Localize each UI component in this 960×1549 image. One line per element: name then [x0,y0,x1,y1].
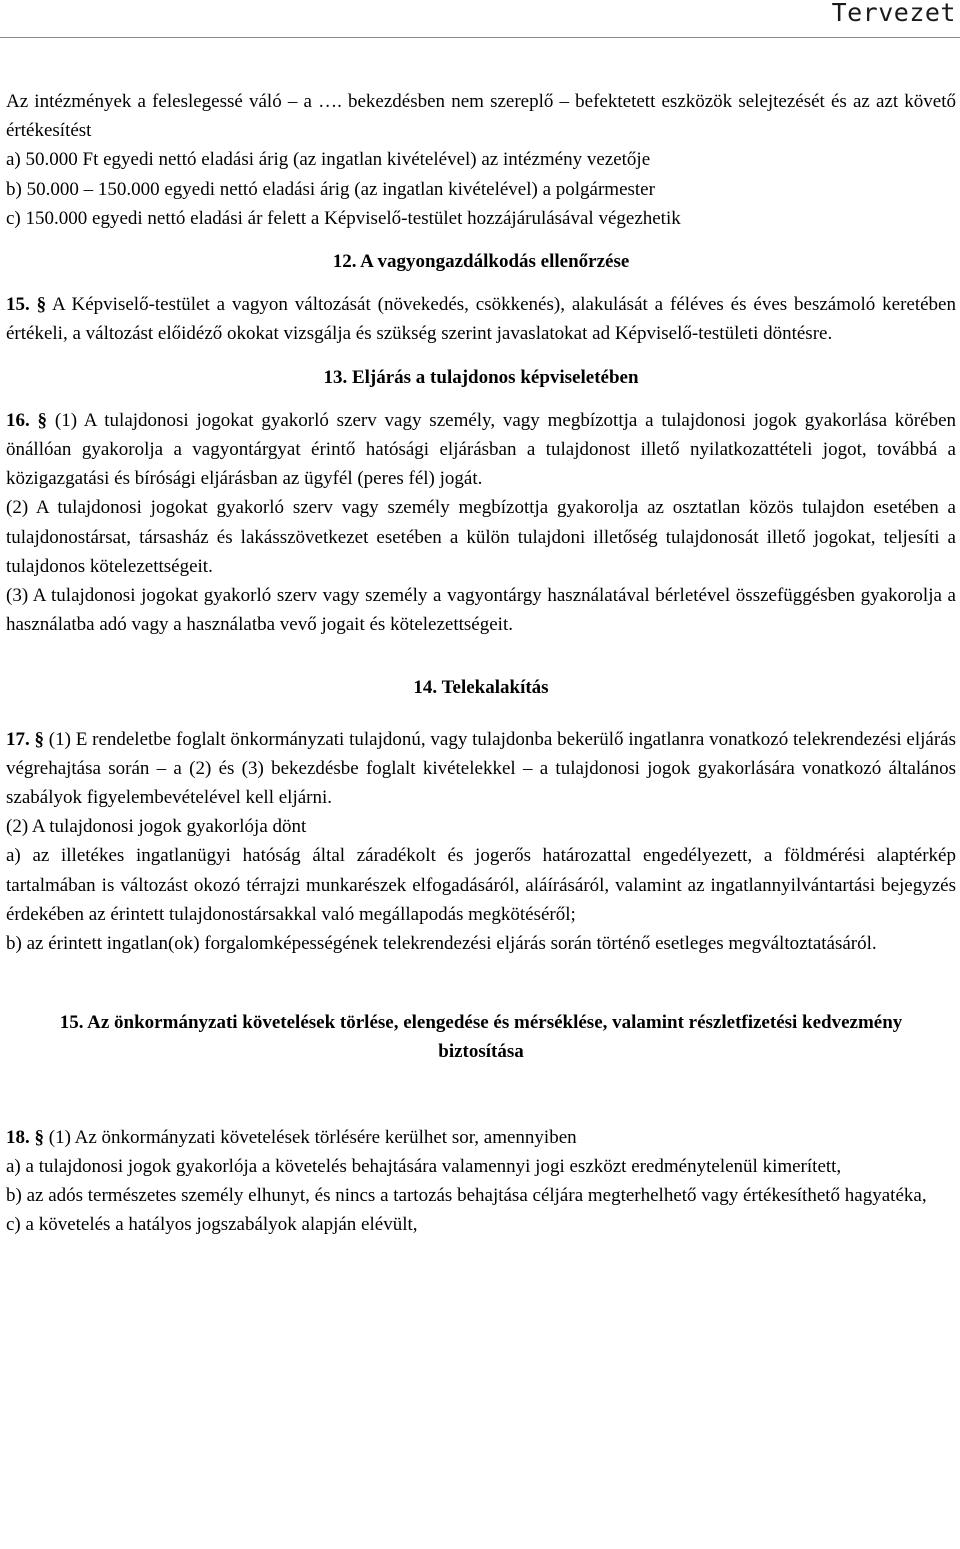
chapter-13-heading: 13. Eljárás a tulajdonos képviseletében [323,366,639,388]
section-18-text-1: (1) Az önkormányzati követelések törlésére kerülhet sor, amennyiben [44,1126,577,1148]
section-18-item-b: b) az adós természetes személy elhunyt, és nincs a tartozás behajtása céljára megterhelhető vagy értékesíthető hagyatéka, [6,1185,927,1207]
section-15-text: A Képviselő-testület a vagyon változását (növekedés, csökkenés), alakulását a féléves és éves beszámoló keretében értékeli, a változást előidéző okokat vizsgálja és szükség szerint javaslatokat ad Képviselő-testületi döntésre. [6,294,956,345]
intro-item-b: b) 50.000 – 150.000 egyedi nettó eladási árig (az ingatlan kivételével) a polgármester [6,178,655,200]
section-16-paragraph-3: (3) A tulajdonosi jogokat gyakorló szerv vagy személy a vagyontárgy használatával bérletével összefüggésben gyakorolja a használatba adó vagy a használatba vevő jogait és kötelezettségeit. [6,585,956,636]
section-16-text-1: (1) A tulajdonosi jogokat gyakorló szerv vagy személy, vagy megbízottja a tulajdonosi jogok gyakorlása körében önállóan gyakorolja a vagyontárgyat érintő hatósági eljárásban a tulajdonost illető nyilatkozattételi jogot, továbbá a közigazgatási és bírósági eljárásban az ügyfél (peres fél) jogát. [6,409,957,490]
chapter-14-heading: 14. Telekalakítás [413,677,549,699]
chapter-12-heading: 12. A vagyongazdálkodás ellenőrzése [332,251,630,273]
header-divider [0,37,960,38]
section-16-paragraph-2: (2) A tulajdonosi jogokat gyakorló szerv vagy személy megbízottja gyakorolja az osztatlan közös tulajdon esetében a tulajdonostársat, társasház és lakásszövetkezet esetében a külön tulajdoni illetőség tulajdonosát illető jogokat, teljesíti a tulajdonos kötelezettségeit. [6,497,956,577]
document-status-title: Tervezet [831,0,956,27]
intro-item-a: a) 50.000 Ft egyedi nettó eladási árig (az ingatlan kivételével) az intézmény vezetője [6,149,651,171]
section-18-item-a: a) a tulajdonosi jogok gyakorlója a követelés behajtására valamennyi jogi eszközt eredménytelenül kimerített, [6,1155,842,1177]
section-17-item-a: a) az illetékes ingatlanügyi hatóság által záradékolt és jogerős határozattal engedélyezett, a földmérési alaptérkép tartalmában is változást okozó térrajzi munkarészek elfogadásáról, aláírásáról, valamint az ingatlannyilvántartási bejegyzés érdekében az érintett tulajdonostársakkal való megállapodás megkötéséről; [6,845,956,925]
section-15-paragraph [6,290,956,348]
section-15-number: 15. § [6,294,47,316]
section-17-paragraph-1 [6,725,956,813]
section-18-item-c: c) a követelés a hatályos jogszabályok alapján elévült, [6,1214,418,1236]
section-16-number: 16. § [6,409,48,431]
section-16-paragraph-1 [6,406,956,494]
section-18-paragraph-1 [6,1123,956,1152]
chapter-15-heading: 15. Az önkormányzati követelések törlése, elengedése és mérséklése, valamint részletfizetési kedvezmény biztosítása [59,1012,903,1063]
section-17-paragraph-2: (2) A tulajdonosi jogok gyakorlója dönt [6,816,307,838]
document-body [6,87,956,1240]
section-18-number: 18. § [6,1126,44,1148]
intro-item-c: c) 150.000 egyedi nettó eladási ár felett a Képviselő-testület hozzájárulásával végezhetik [6,207,681,229]
section-17-item-b: b) az érintett ingatlan(ok) forgalomképességének telekrendezési eljárás során történő esetleges megváltoztatásáról. [6,933,877,955]
section-17-text-1: (1) E rendeletbe foglalt önkormányzati tulajdonú, vagy tulajdonba bekerülő ingatlanra vonatkozó telekrendezési eljárás végrehajtása során – a (2) és (3) bekezdésbe foglalt kivételekkel – a tulajdonosi jogok gyakorlására vonatkozó általános szabályok figyelembevételével kell eljárni. [6,728,956,809]
page-header [0,0,960,36]
section-17-number: 17. § [6,728,45,750]
intro-paragraph: Az intézmények a feleslegessé váló – a …. bekezdésben nem szereplő – befektetett eszközök selejtezését és az azt követő értékesítést [6,91,956,142]
